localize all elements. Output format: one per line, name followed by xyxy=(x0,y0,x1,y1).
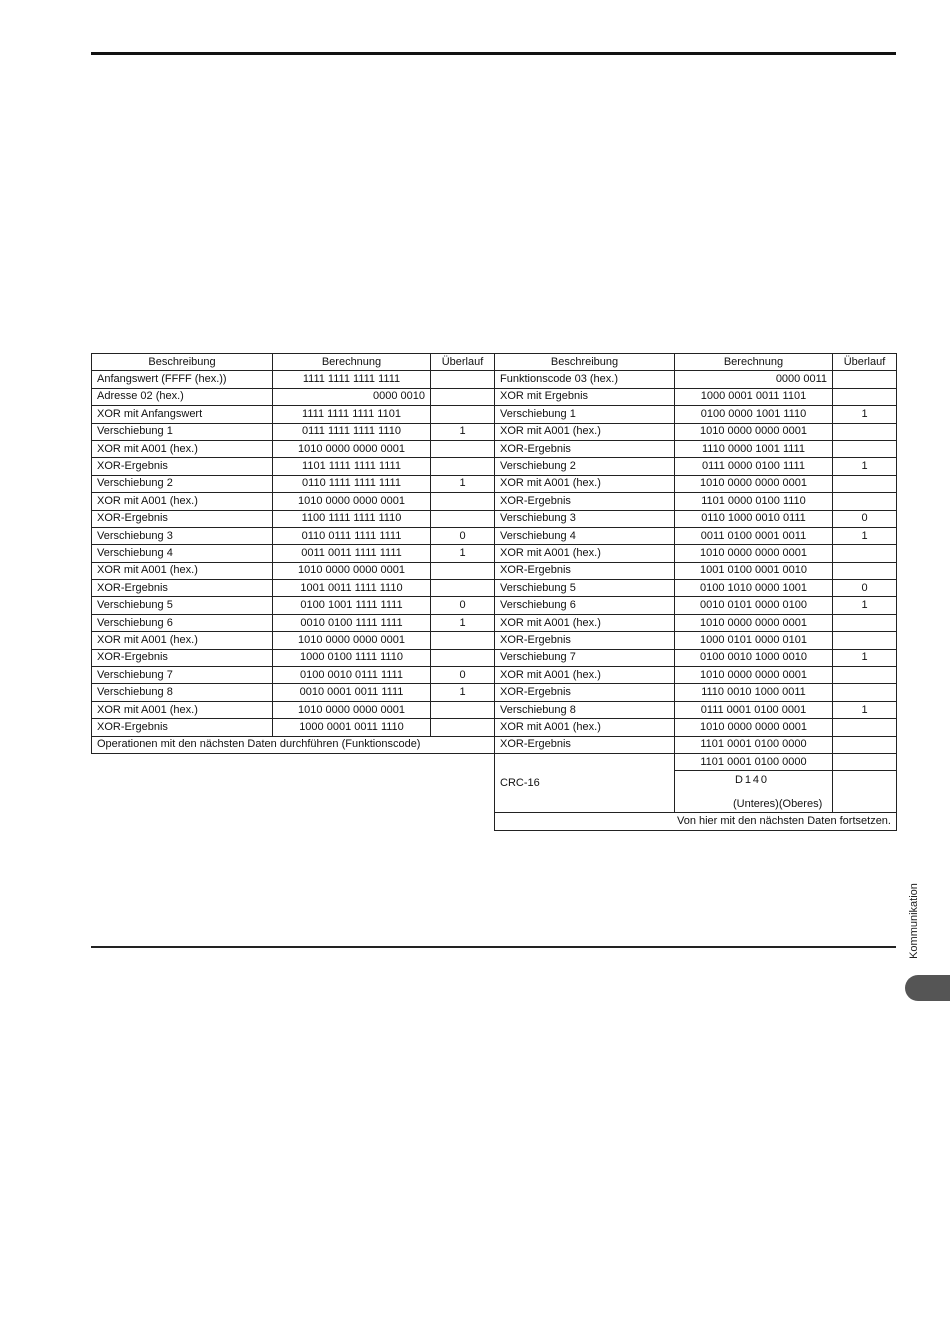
row-description: Verschiebung 5 xyxy=(495,580,675,597)
row-calculation: 0110 1111 1111 1111 xyxy=(273,475,431,492)
table-row xyxy=(495,458,897,475)
row-calculation: 0100 1010 0000 1001 xyxy=(675,580,833,597)
row-overflow xyxy=(833,719,897,736)
row-calculation: 1001 0011 1111 1110 xyxy=(273,580,431,597)
header-ueberlauf: Überlauf xyxy=(431,354,495,371)
table-row xyxy=(92,510,495,527)
row-description: XOR mit A001 (hex.) xyxy=(495,614,675,631)
row-calculation: 0100 0010 1000 0010 xyxy=(675,649,833,666)
table-row xyxy=(495,562,897,579)
row-description: XOR-Ergebnis xyxy=(495,632,675,649)
row-calculation: 0010 0100 1111 1111 xyxy=(273,614,431,631)
table-row xyxy=(495,475,897,492)
row-description: XOR mit A001 (hex.) xyxy=(92,493,273,510)
row-overflow: 1 xyxy=(431,475,495,492)
row-calculation: 1010 0000 0000 0001 xyxy=(273,440,431,457)
row-calculation: 1010 0000 0000 0001 xyxy=(273,701,431,718)
row-description: Verschiebung 6 xyxy=(495,597,675,614)
row-description: Adresse 02 (hex.) xyxy=(92,388,273,405)
row-overflow xyxy=(431,440,495,457)
row-overflow xyxy=(431,458,495,475)
table-header-row xyxy=(92,354,495,371)
row-calculation: 1010 0000 0000 0001 xyxy=(675,719,833,736)
table-row xyxy=(92,632,495,649)
table-row xyxy=(92,423,495,440)
table-row xyxy=(92,701,495,718)
row-description: XOR mit A001 (hex.) xyxy=(495,423,675,440)
row-overflow xyxy=(431,701,495,718)
row-calculation: 0011 0100 0001 0011 xyxy=(675,527,833,544)
row-overflow xyxy=(833,423,897,440)
row-overflow xyxy=(833,684,897,701)
row-description: XOR mit A001 (hex.) xyxy=(495,667,675,684)
row-description: XOR-Ergebnis xyxy=(92,649,273,666)
table-row xyxy=(92,493,495,510)
table-row xyxy=(495,736,897,753)
row-description: XOR mit A001 (hex.) xyxy=(92,701,273,718)
row-calculation: 0000 0010 xyxy=(273,388,431,405)
row-calculation: 0011 0011 1111 1111 xyxy=(273,545,431,562)
header-ueberlauf: Überlauf xyxy=(833,354,897,371)
table-row xyxy=(92,388,495,405)
table-row xyxy=(92,649,495,666)
row-description: Verschiebung 1 xyxy=(92,423,273,440)
row-overflow xyxy=(833,736,897,753)
row-calculation: 1101 0001 0100 0000 xyxy=(675,736,833,753)
table-row xyxy=(92,440,495,457)
row-calculation: 0100 0000 1001 1110 xyxy=(675,406,833,423)
header-beschreibung: Beschreibung xyxy=(495,354,675,371)
table-row xyxy=(92,719,495,736)
row-overflow xyxy=(833,562,897,579)
crc-table-right xyxy=(494,353,897,831)
next-data-instruction: Operationen mit den nächsten Daten durchführen (Funktionscode) xyxy=(92,736,495,753)
row-description: Anfangswert (FFFF (hex.)) xyxy=(92,371,273,388)
row-description: XOR mit Anfangswert xyxy=(92,406,273,423)
table-row xyxy=(92,371,495,388)
row-overflow: 1 xyxy=(431,545,495,562)
row-description: XOR-Ergebnis xyxy=(92,580,273,597)
table-row xyxy=(495,493,897,510)
row-calculation: 0010 0001 0011 1111 xyxy=(273,684,431,701)
row-calculation: 1110 0010 1000 0011 xyxy=(675,684,833,701)
row-overflow: 1 xyxy=(431,614,495,631)
row-overflow: 1 xyxy=(431,423,495,440)
row-overflow xyxy=(833,614,897,631)
crc-row xyxy=(495,753,897,770)
row-overflow: 0 xyxy=(833,580,897,597)
row-description: XOR mit A001 (hex.) xyxy=(495,545,675,562)
row-description: Verschiebung 6 xyxy=(92,614,273,631)
table-row xyxy=(92,580,495,597)
table-row xyxy=(495,510,897,527)
crc-upper-byte-label: (Oberes) xyxy=(778,798,823,811)
chapter-tab-marker xyxy=(905,975,950,1001)
table-row xyxy=(495,719,897,736)
row-calculation: 1111 1111 1111 1101 xyxy=(273,406,431,423)
table-row xyxy=(495,684,897,701)
crc-hex-digit: 0 xyxy=(760,774,767,787)
table-row xyxy=(92,562,495,579)
row-calculation: 1010 0000 0000 0001 xyxy=(273,562,431,579)
row-calculation: 1001 0100 0001 0010 xyxy=(675,562,833,579)
row-description: XOR-Ergebnis xyxy=(495,736,675,753)
header-berechnung: Berechnung xyxy=(675,354,833,371)
crc-binary-value: 1101 0001 0100 0000 xyxy=(675,753,833,770)
row-calculation: 0111 1111 1111 1110 xyxy=(273,423,431,440)
row-calculation: 1000 0001 0011 1110 xyxy=(273,719,431,736)
row-overflow xyxy=(431,632,495,649)
crc-table-left xyxy=(91,353,495,754)
row-overflow: 0 xyxy=(431,527,495,544)
row-overflow xyxy=(431,580,495,597)
table-row xyxy=(92,597,495,614)
row-overflow xyxy=(431,649,495,666)
row-overflow xyxy=(431,493,495,510)
row-description: Verschiebung 4 xyxy=(92,545,273,562)
table-row xyxy=(92,545,495,562)
row-calculation: 1000 0101 0000 0101 xyxy=(675,632,833,649)
row-calculation: 1110 0000 1001 1111 xyxy=(675,440,833,457)
row-description: Verschiebung 8 xyxy=(495,701,675,718)
row-calculation: 1010 0000 0000 0001 xyxy=(675,475,833,492)
table-row xyxy=(495,580,897,597)
row-overflow: 1 xyxy=(833,458,897,475)
header-berechnung: Berechnung xyxy=(273,354,431,371)
table-row xyxy=(92,475,495,492)
row-description: XOR mit A001 (hex.) xyxy=(92,440,273,457)
row-description: Funktionscode 03 (hex.) xyxy=(495,371,675,388)
row-description: XOR mit Ergebnis xyxy=(495,388,675,405)
row-calculation: 1101 0000 0100 1110 xyxy=(675,493,833,510)
row-calculation: 1010 0000 0000 0001 xyxy=(675,614,833,631)
row-description: XOR-Ergebnis xyxy=(495,493,675,510)
row-description: XOR-Ergebnis xyxy=(495,684,675,701)
row-overflow: 1 xyxy=(431,684,495,701)
table-row xyxy=(495,545,897,562)
row-overflow: 1 xyxy=(833,597,897,614)
row-calculation: 0000 0011 xyxy=(675,371,833,388)
row-overflow xyxy=(833,440,897,457)
crc-lower-byte-label: (Unteres) xyxy=(733,798,779,811)
row-description: XOR-Ergebnis xyxy=(92,719,273,736)
row-calculation: 1010 0000 0000 0001 xyxy=(273,632,431,649)
row-calculation: 1100 1111 1111 1110 xyxy=(273,510,431,527)
row-calculation: 1010 0000 0000 0001 xyxy=(675,545,833,562)
table-row xyxy=(92,406,495,423)
crc-byte-labels xyxy=(680,788,827,812)
crc-label: CRC-16 xyxy=(495,753,675,812)
row-overflow xyxy=(431,406,495,423)
row-calculation: 1000 0001 0011 1101 xyxy=(675,388,833,405)
row-overflow: 0 xyxy=(833,510,897,527)
row-overflow xyxy=(431,719,495,736)
side-tab-text: Kommunikation xyxy=(908,883,920,959)
row-description: XOR-Ergebnis xyxy=(92,510,273,527)
row-description: XOR-Ergebnis xyxy=(495,562,675,579)
table-row xyxy=(495,371,897,388)
row-overflow: 0 xyxy=(431,667,495,684)
note-row xyxy=(495,813,897,830)
row-calculation: 1010 0000 0000 0001 xyxy=(675,423,833,440)
table-row xyxy=(495,423,897,440)
crc-overflow-empty xyxy=(833,753,897,770)
bottom-rule xyxy=(91,946,896,948)
row-calculation: 1111 1111 1111 1111 xyxy=(273,371,431,388)
row-calculation: 1010 0000 0000 0001 xyxy=(273,493,431,510)
table-row xyxy=(92,684,495,701)
row-overflow xyxy=(833,475,897,492)
row-overflow xyxy=(833,371,897,388)
row-description: Verschiebung 7 xyxy=(92,667,273,684)
top-rule xyxy=(91,52,896,55)
row-overflow: 1 xyxy=(833,527,897,544)
table-row xyxy=(495,667,897,684)
crc-overflow-empty xyxy=(833,771,897,813)
row-calculation: 1000 0100 1111 1110 xyxy=(273,649,431,666)
row-description: XOR mit A001 (hex.) xyxy=(92,562,273,579)
row-description: Verschiebung 5 xyxy=(92,597,273,614)
row-description: Verschiebung 3 xyxy=(495,510,675,527)
row-description: Verschiebung 3 xyxy=(92,527,273,544)
row-calculation: 0100 1001 1111 1111 xyxy=(273,597,431,614)
row-calculation: 0111 0001 0100 0001 xyxy=(675,701,833,718)
row-overflow xyxy=(833,493,897,510)
row-description: Verschiebung 1 xyxy=(495,406,675,423)
table-row xyxy=(92,527,495,544)
row-calculation: 0010 0101 0000 0100 xyxy=(675,597,833,614)
table-row xyxy=(495,406,897,423)
row-overflow xyxy=(833,545,897,562)
row-description: XOR-Ergebnis xyxy=(92,458,273,475)
table-row xyxy=(92,667,495,684)
row-overflow xyxy=(833,667,897,684)
table-row xyxy=(495,388,897,405)
crc-hex-digit: 1 xyxy=(744,774,751,787)
row-calculation: 1010 0000 0000 0001 xyxy=(675,667,833,684)
row-calculation: 0111 0000 0100 1111 xyxy=(675,458,833,475)
table-header-row xyxy=(495,354,897,371)
footer-row xyxy=(92,736,495,753)
row-overflow xyxy=(833,388,897,405)
row-description: XOR mit A001 (hex.) xyxy=(92,632,273,649)
row-description: XOR mit A001 (hex.) xyxy=(495,719,675,736)
row-overflow: 1 xyxy=(833,649,897,666)
table-row xyxy=(495,701,897,718)
table-row xyxy=(92,458,495,475)
row-description: Verschiebung 8 xyxy=(92,684,273,701)
row-description: XOR-Ergebnis xyxy=(495,440,675,457)
table-row xyxy=(495,527,897,544)
row-description: XOR mit A001 (hex.) xyxy=(495,475,675,492)
row-description: Verschiebung 4 xyxy=(495,527,675,544)
row-description: Verschiebung 7 xyxy=(495,649,675,666)
row-overflow xyxy=(431,510,495,527)
table-row xyxy=(495,632,897,649)
crc-hex-digit: D xyxy=(735,774,743,787)
crc-hex-digit: 4 xyxy=(752,774,759,787)
row-overflow: 0 xyxy=(431,597,495,614)
row-description: Verschiebung 2 xyxy=(495,458,675,475)
table-row xyxy=(92,614,495,631)
row-overflow: 1 xyxy=(833,406,897,423)
crc-hex-digits xyxy=(680,771,827,788)
row-calculation: 0110 1000 0010 0111 xyxy=(675,510,833,527)
row-calculation: 1101 1111 1111 1111 xyxy=(273,458,431,475)
side-tab-label xyxy=(907,880,921,962)
continue-note: Von hier mit den nächsten Daten fortsetzen. xyxy=(495,813,897,830)
table-row xyxy=(495,614,897,631)
crc-hex-cell xyxy=(675,771,833,813)
table-row xyxy=(495,440,897,457)
header-beschreibung: Beschreibung xyxy=(92,354,273,371)
row-calculation: 0110 0111 1111 1111 xyxy=(273,527,431,544)
row-description: Verschiebung 2 xyxy=(92,475,273,492)
row-calculation: 0100 0010 0111 1111 xyxy=(273,667,431,684)
table-row xyxy=(495,597,897,614)
row-overflow xyxy=(431,388,495,405)
row-overflow xyxy=(431,562,495,579)
table-row xyxy=(495,649,897,666)
row-overflow xyxy=(431,371,495,388)
row-overflow xyxy=(833,632,897,649)
row-overflow: 1 xyxy=(833,701,897,718)
